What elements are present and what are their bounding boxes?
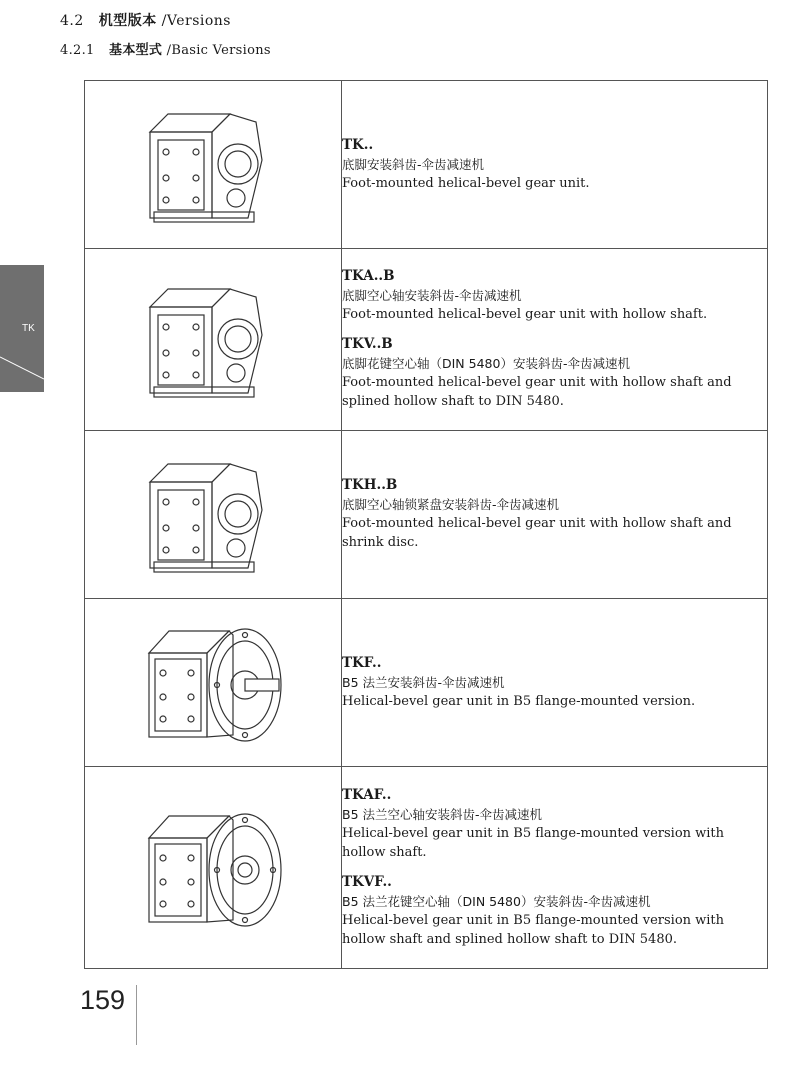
version-block [342, 477, 767, 552]
model-code: TKA..B [342, 268, 395, 284]
subsection-title-en: /Basic Versions [166, 43, 271, 58]
description-en: Foot-mounted helical-bevel gear unit with hollow shaft and splined hollow shaft to DIN 5480. [342, 375, 732, 409]
version-description-cell [342, 249, 768, 431]
description-cn: 底脚安装斜齿-伞齿减速机 [342, 156, 485, 172]
version-block [342, 655, 767, 711]
section-title-en: /Versions [161, 13, 231, 29]
page-number-divider [136, 985, 137, 1045]
model-code: TK.. [342, 136, 374, 153]
subsection-title-cn: 基本型式 [109, 43, 163, 58]
version-description-cell [342, 431, 768, 599]
version-description-cell [342, 767, 768, 969]
description-en: Helical-bevel gear unit in B5 flange-mounted version. [342, 693, 696, 709]
subsection-number: 4.2.1 [60, 43, 95, 58]
description-en: Helical-bevel gear unit in B5 flange-mounted version with hollow shaft and splined hollow shaft to DIN 5480. [342, 912, 725, 947]
gear-unit-illustration-cell [85, 249, 342, 431]
description-cn: 底脚花键空心轴（DIN 5480）安装斜齿-伞齿减速机 [342, 356, 630, 371]
gear-unit-illustration-cell [85, 767, 342, 969]
section-title-cn: 机型版本 [98, 13, 157, 29]
version-block [342, 874, 767, 949]
description-en: Helical-bevel gear unit in B5 flange-mounted version with hollow shaft. [342, 825, 725, 860]
versions-table [84, 80, 768, 969]
gear-unit-illustration-cell [85, 431, 342, 599]
version-block [342, 336, 767, 411]
flange-gear-unit-drawing [133, 613, 293, 753]
side-tab-label: TK [22, 323, 35, 334]
description-cn: 底脚空心轴锁紧盘安装斜齿-伞齿减速机 [342, 497, 560, 512]
foot-gear-unit-drawing [138, 100, 288, 230]
version-row [85, 249, 768, 431]
subsection-heading [60, 39, 271, 58]
description-en: Foot-mounted helical-bevel gear unit with hollow shaft. [342, 307, 708, 322]
version-row [85, 599, 768, 767]
page-number: 159 [80, 985, 126, 1015]
version-description-cell [342, 81, 768, 249]
model-code: TKVF.. [342, 873, 392, 890]
description-cn: B5 法兰空心轴安装斜齿-伞齿减速机 [342, 806, 543, 822]
description-cn: 底脚空心轴安装斜齿-伞齿减速机 [342, 288, 522, 303]
version-row [85, 81, 768, 249]
model-code: TKAF.. [342, 786, 392, 803]
model-code: TKH..B [342, 477, 398, 493]
gear-unit-illustration-cell [85, 81, 342, 249]
gear-unit-illustration-cell [85, 599, 342, 767]
version-block [342, 268, 767, 324]
section-number: 4.2 [60, 13, 84, 29]
version-row [85, 431, 768, 599]
side-tab [0, 265, 44, 392]
model-code: TKV..B [342, 336, 393, 352]
model-code: TKF.. [342, 654, 382, 671]
description-cn: B5 法兰安装斜齿-伞齿减速机 [342, 674, 505, 690]
description-en: Foot-mounted helical-bevel gear unit with hollow shaft and shrink disc. [342, 516, 732, 550]
flange-gear-unit-drawing [133, 798, 293, 938]
version-block [342, 137, 767, 193]
foot-gear-unit-drawing [138, 450, 288, 580]
section-heading [60, 10, 231, 30]
description-en: Foot-mounted helical-bevel gear unit. [342, 175, 590, 191]
version-block [342, 787, 767, 862]
version-row [85, 767, 768, 969]
description-cn: B5 法兰花键空心轴（DIN 5480）安装斜齿-伞齿减速机 [342, 893, 651, 909]
version-description-cell [342, 599, 768, 767]
foot-gear-unit-drawing [138, 275, 288, 405]
